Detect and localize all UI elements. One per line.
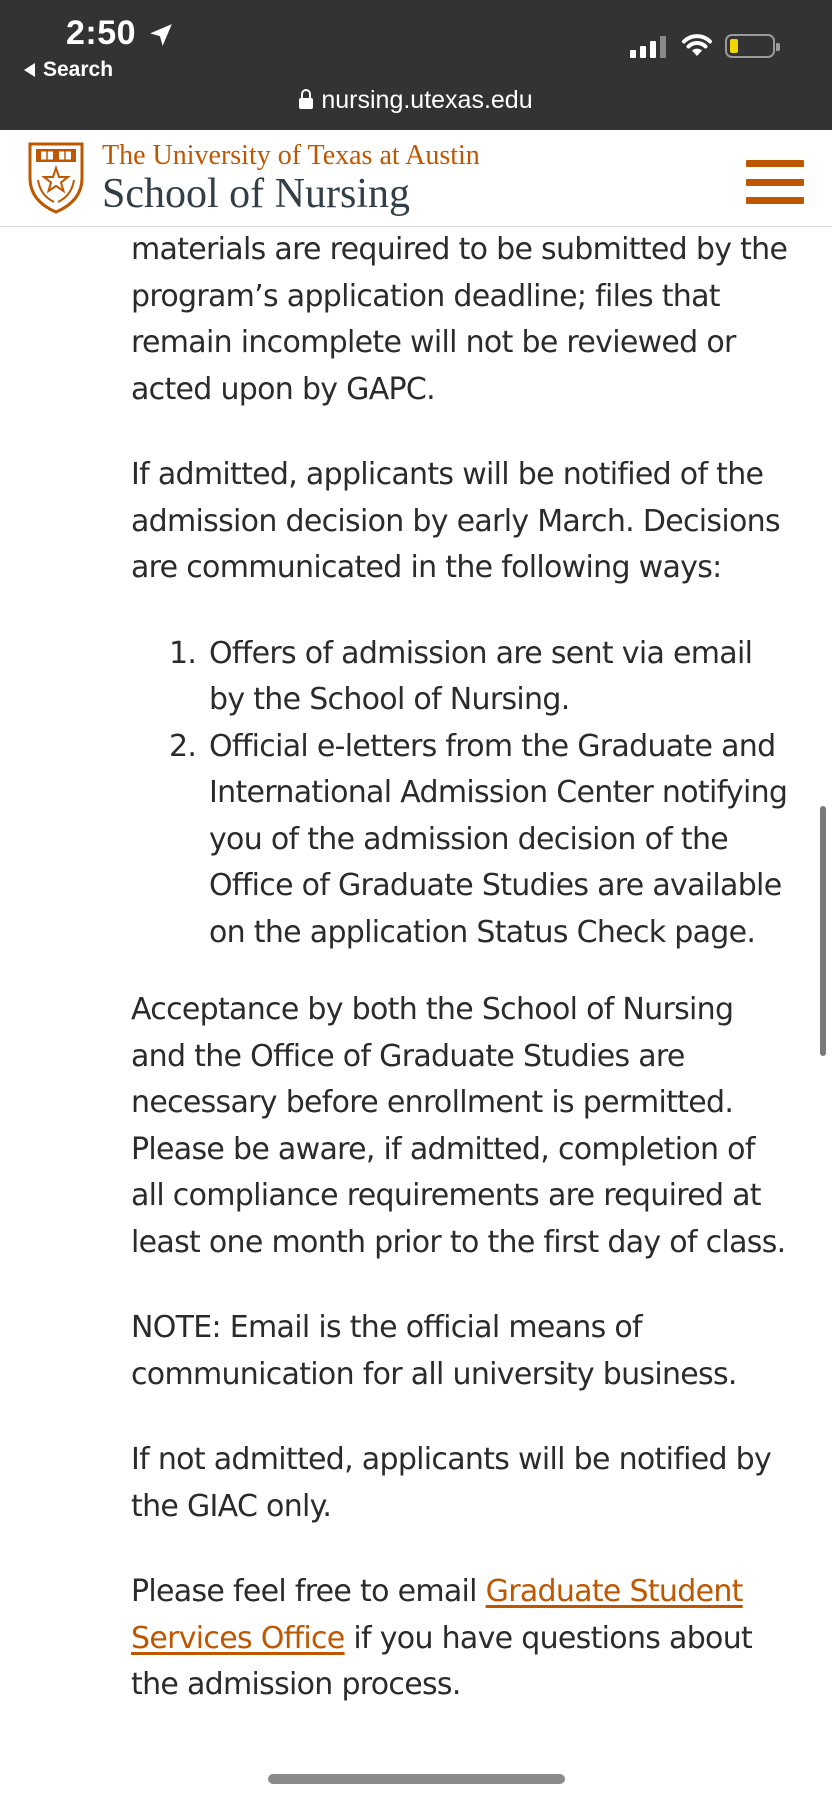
back-to-search-button[interactable] [24,58,113,82]
url-text: nursing.utexas.edu [321,86,533,114]
location-arrow-icon [148,22,174,48]
wifi-icon [680,30,714,58]
university-name[interactable]: The University of Texas at Austin [102,140,480,171]
ut-shield-logo-icon[interactable] [26,140,86,216]
vertical-scrollbar[interactable] [820,806,826,1056]
menu-bar-icon [746,197,804,204]
hamburger-menu-button[interactable] [746,160,804,204]
main-content [131,227,791,1709]
lock-icon [299,95,313,111]
status-time: 2:50 [66,14,137,52]
back-search-label: Search [43,58,114,81]
list-item-text: Official e-letters from the Graduate and International Admission Center notifying you of the admission decision of the Office of Graduate Studies are available on the application Status Check page. [209,728,788,950]
paragraph-contact [131,1569,791,1709]
paragraph-not-admitted: If not admitted, applicants will be notified by the GIAC only. [131,1442,772,1524]
decision-list [131,631,791,957]
list-number: 1. [169,635,197,671]
list-item [131,631,791,724]
back-arrow-icon [24,63,35,77]
battery-icon [725,34,775,58]
paragraph-acceptance: Acceptance by both the School of Nursing and the Office of Graduate Studies are necessary before enrollment is permitted. Please be aware, if admitted, completion of all compliance requirements are required at least one month prior to the first day of class. [131,992,786,1260]
school-name[interactable]: School of Nursing [102,171,410,217]
contact-text-after: if you have questions about the admission process. [131,1620,753,1702]
site-header [0,130,832,227]
address-bar[interactable] [0,86,832,115]
paragraph-admitted: If admitted, applicants will be notified of the admission decision by early March. Decisions are communicated in the following ways: [131,457,780,585]
menu-bar-icon [746,160,804,167]
list-number: 2. [169,728,197,764]
paragraph-intro: materials are required to be submitted by the program’s application deadline; files that remain incomplete will not be reviewed or acted upon by GAPC. [131,232,788,407]
graduate-student-services-link[interactable]: Graduate Student Services Office [131,1574,743,1656]
contact-text-before: Please feel free to email [131,1574,486,1609]
browser-top-bar [0,0,832,130]
menu-bar-icon [746,179,804,186]
list-item-text: Offers of admission are sent via email by the School of Nursing. [209,635,753,717]
list-item [131,724,791,957]
cellular-signal-icon [630,34,666,58]
home-indicator[interactable] [268,1774,565,1784]
paragraph-note: NOTE: Email is the official means of communication for all university business. [131,1310,737,1392]
